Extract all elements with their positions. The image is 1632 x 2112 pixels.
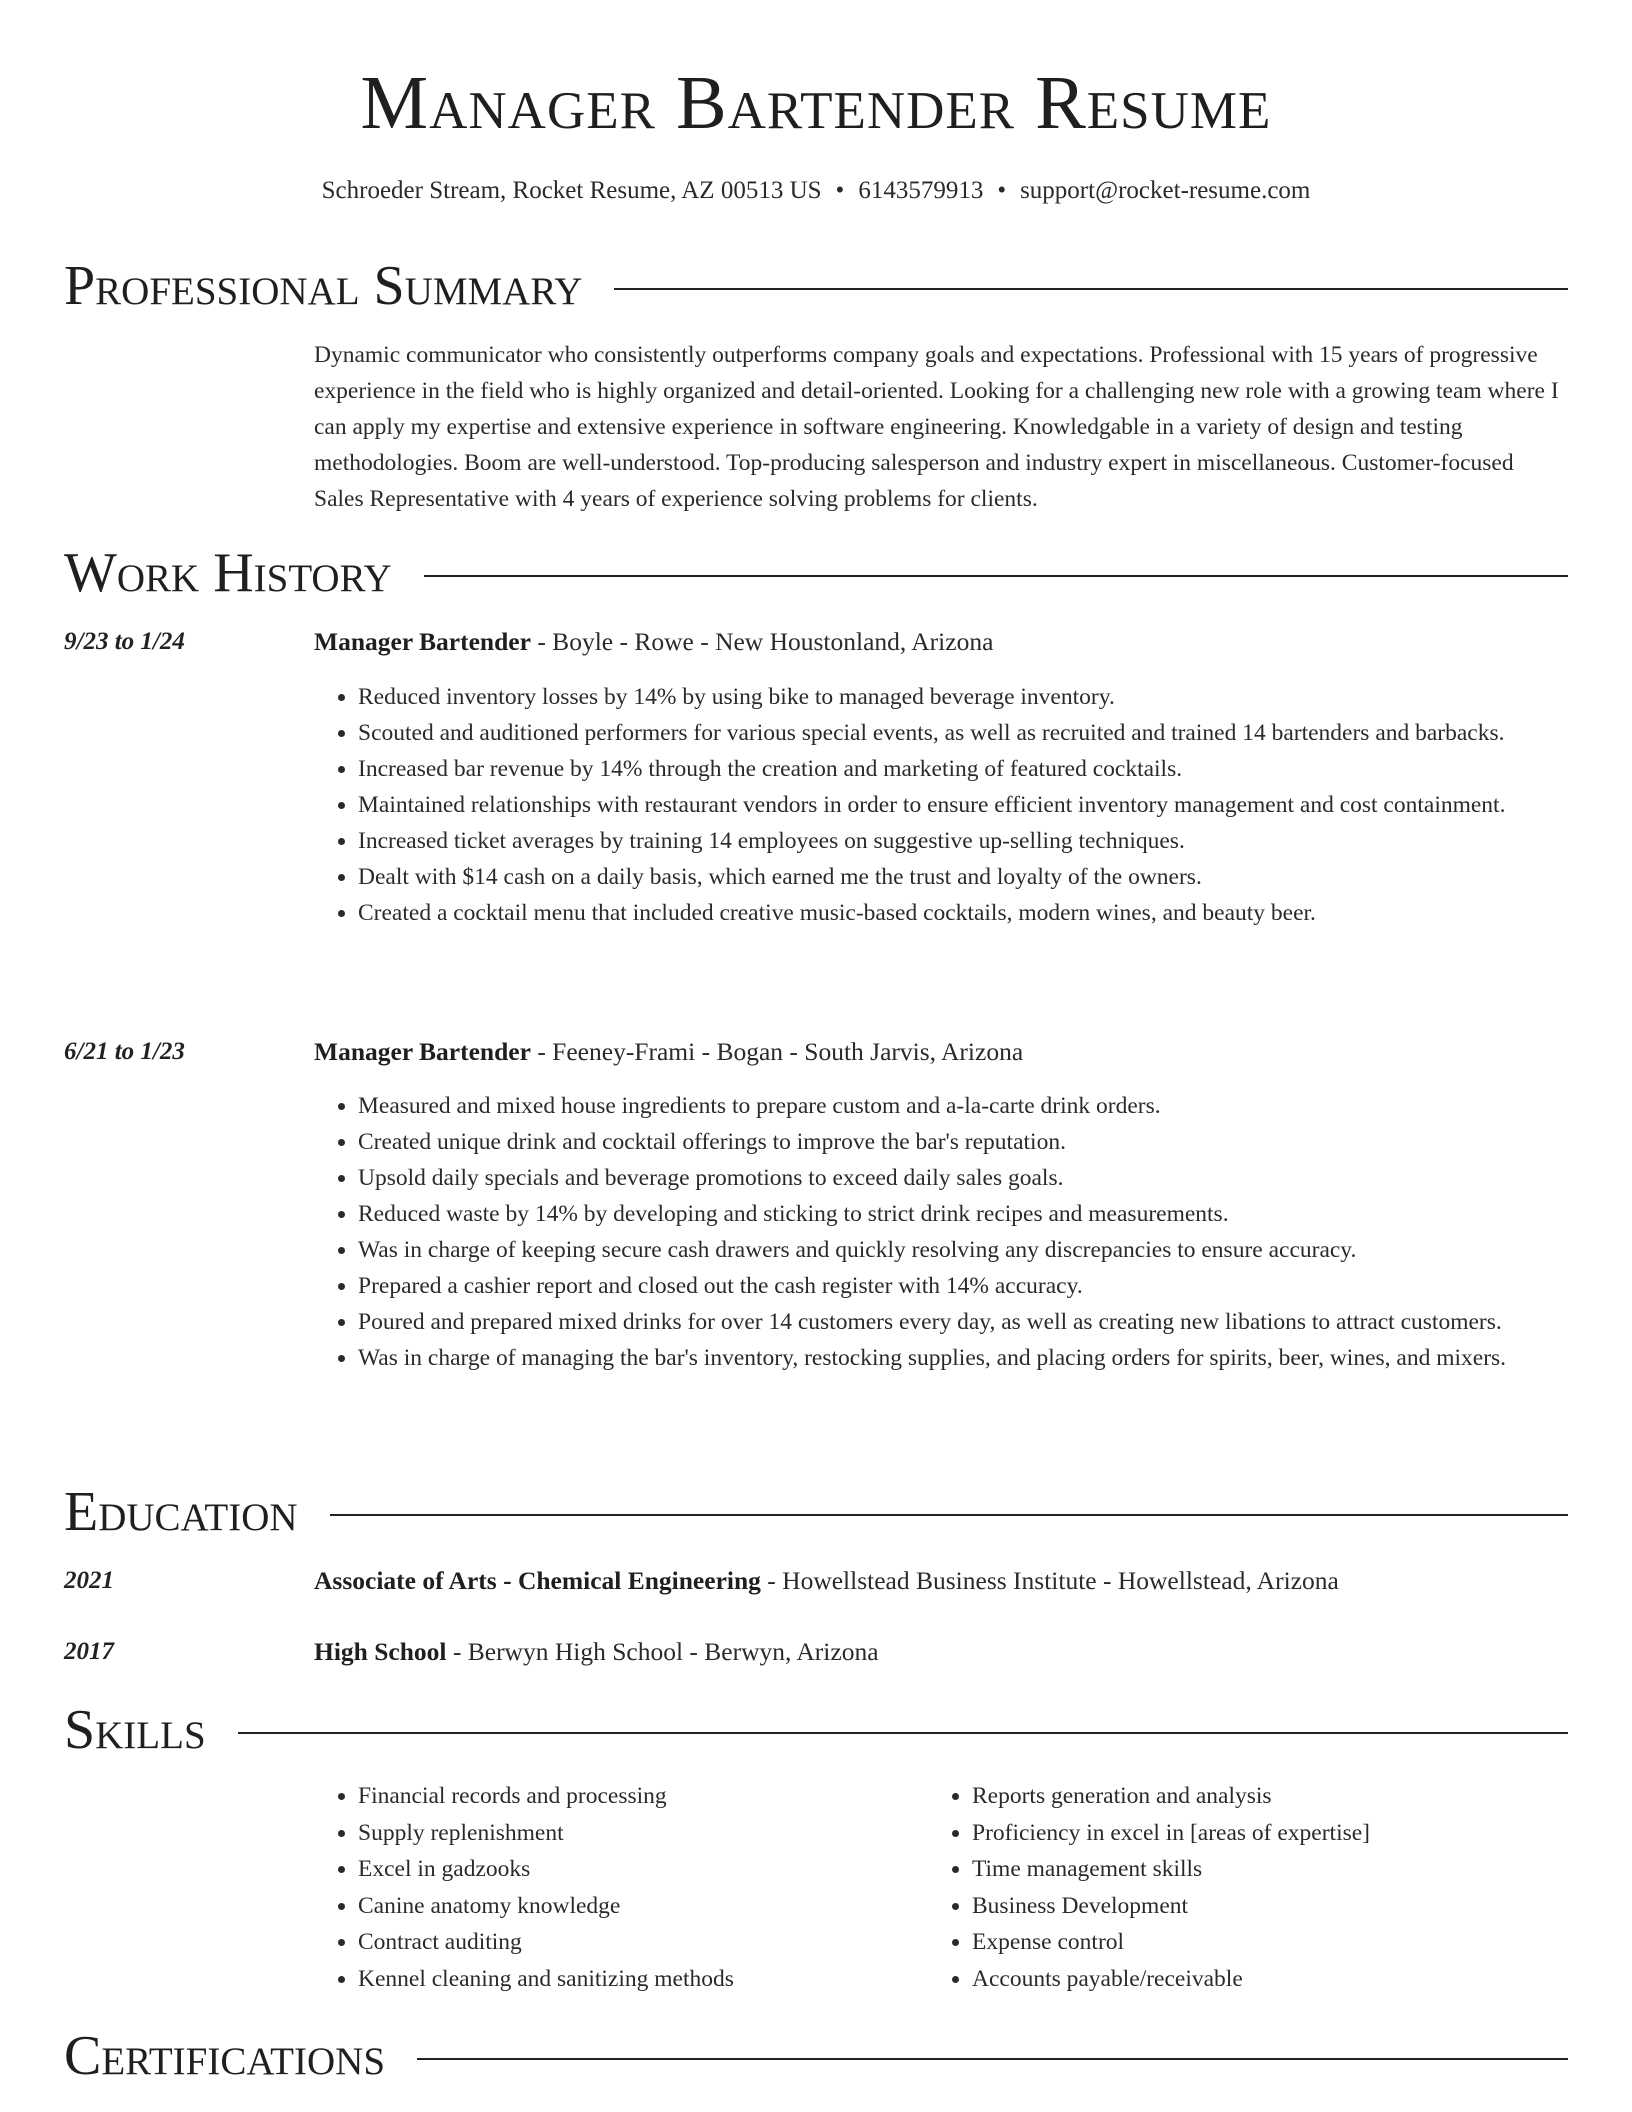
job-bullet-list: [314, 679, 1568, 931]
skill-item: • Reports generation and analysis: [972, 1778, 1612, 1815]
education-school-location: - Berwyn High School - Berwyn, Arizona: [446, 1637, 879, 1666]
job-bullet: • Scouted and auditioned performers for various special events, as well as recruited and trained 14 bartenders and barbacks.: [358, 715, 1568, 751]
job-bullet: • Increased bar revenue by 14% through the creation and marketing of featured cocktails.: [358, 751, 1568, 787]
job-bullet: • Created a cocktail menu that included creative music-based cocktails, modern wines, and beauty beer.: [358, 895, 1568, 931]
resume-title: Manager Bartender Resume: [360, 61, 1272, 145]
skill-item: • Financial records and processing: [358, 1778, 928, 1815]
job-bullet: • Reduced inventory losses by 14% by using bike to managed beverage inventory.: [358, 679, 1568, 715]
job-bullet: • Prepared a cashier report and closed out the cash register with 14% accuracy.: [358, 1268, 1568, 1304]
job-bullet: • Increased ticket averages by training 14 employees on suggestive up-selling techniques.: [358, 823, 1568, 859]
job-bullet: • Measured and mixed house ingredients to prepare custom and a-la-carte drink orders.: [358, 1088, 1568, 1124]
skill-item: • Canine anatomy knowledge: [358, 1888, 928, 1925]
job-bullet: • Created unique drink and cocktail offerings to improve the bar's reputation.: [358, 1124, 1568, 1160]
section-title-skills: Skills: [64, 1699, 206, 1761]
contact-phone: 6143579913: [858, 177, 984, 204]
section-header-certifications: [64, 2024, 1568, 2088]
section-header-education: [64, 1480, 1568, 1544]
skills-list-right: [928, 1778, 1612, 1998]
section-header-work-history: [64, 541, 1568, 605]
contact-email: support@rocket-resume.com: [1020, 177, 1311, 204]
job-bullet: • Was in charge of keeping secure cash drawers and quickly resolving any discrepancies to ensure accuracy.: [358, 1232, 1568, 1268]
skills-list-left: [314, 1778, 928, 1998]
job-title: Manager Bartender: [314, 1037, 531, 1066]
job-bullet: • Maintained relationships with restaurant vendors in order to ensure efficient inventory management and cost containment.: [358, 787, 1568, 823]
job-bullet: • Poured and prepared mixed drinks for over 14 customers every day, as well as creating new libations to attract customers.: [358, 1304, 1568, 1340]
education-school-location: - Howellstead Business Institute - Howellstead, Arizona: [760, 1566, 1339, 1595]
job-bullet-list: [314, 1088, 1568, 1376]
contact-line: [0, 176, 1632, 206]
job-bullet: • Reduced waste by 14% by developing and sticking to strict drink recipes and measurements.: [358, 1196, 1568, 1232]
section-title-work-history: Work History: [64, 542, 392, 604]
education-heading: [314, 1636, 1568, 1668]
skill-item: • Expense control: [972, 1924, 1612, 1961]
education-heading: [314, 1565, 1568, 1597]
section-title-education: Education: [64, 1481, 298, 1543]
skill-item: • Time management skills: [972, 1851, 1612, 1888]
job-dates: 6/21 to 1/23: [64, 1038, 185, 1065]
job-heading: [314, 626, 1568, 658]
skill-item: • Accounts payable/receivable: [972, 1961, 1612, 1998]
summary-paragraph: Dynamic communicator who consistently outperforms company goals and expectations. Professional with 15 years of progressive experience in the field who is highly organized and detail-oriented. Looking for a challenging new role with a growing team where I can apply my expertise and extensive experience in software engineering. Knowledgable in a variety of design and testing methodologies. Boom are well-understood. Top-producing salesperson and industry expert in miscellaneous. Customer-focused Sales Representative with 4 years of experience solving problems for clients.: [314, 342, 1559, 512]
section-title-certifications: Certifications: [64, 2025, 386, 2087]
job-title: Manager Bartender: [314, 627, 531, 656]
job-bullet: • Upsold daily specials and beverage promotions to exceed daily sales goals.: [358, 1160, 1568, 1196]
contact-address: Schroeder Stream, Rocket Resume, AZ 00513 US: [321, 177, 822, 204]
skill-item: • Contract auditing: [358, 1924, 928, 1961]
skill-item: • Business Development: [972, 1888, 1612, 1925]
contact-separator: •: [835, 177, 845, 204]
education-degree: Associate of Arts - Chemical Engineering: [314, 1566, 761, 1595]
section-header-summary: [64, 254, 1568, 318]
section-divider: [614, 288, 1568, 290]
skill-item: • Supply replenishment: [358, 1815, 928, 1852]
section-divider: [238, 1732, 1568, 1734]
contact-separator: •: [997, 177, 1007, 204]
skill-item: • Proficiency in excel in [areas of expertise]: [972, 1815, 1612, 1852]
section-divider: [417, 2058, 1568, 2060]
skill-item: • Kennel cleaning and sanitizing methods: [358, 1961, 928, 1998]
section-header-skills: [64, 1698, 1568, 1762]
section-divider: [330, 1514, 1568, 1516]
job-employer-location: - Feeney-Frami - Bogan - South Jarvis, Arizona: [530, 1037, 1024, 1066]
education-degree: High School: [314, 1637, 447, 1666]
job-bullet: • Was in charge of managing the bar's inventory, restocking supplies, and placing orders for spirits, beer, wines, and mixers.: [358, 1340, 1568, 1376]
job-employer-location: - Boyle - Rowe - New Houstonland, Arizona: [530, 627, 994, 656]
job-bullet: • Dealt with $14 cash on a daily basis, which earned me the trust and loyalty of the owners.: [358, 859, 1568, 895]
skill-item: • Excel in gadzooks: [358, 1851, 928, 1888]
education-year: 2017: [64, 1638, 114, 1665]
section-divider: [424, 575, 1568, 577]
job-dates: 9/23 to 1/24: [64, 628, 185, 655]
education-year: 2021: [64, 1567, 114, 1594]
section-title-summary: Professional Summary: [64, 255, 583, 317]
job-heading: [314, 1036, 1568, 1068]
